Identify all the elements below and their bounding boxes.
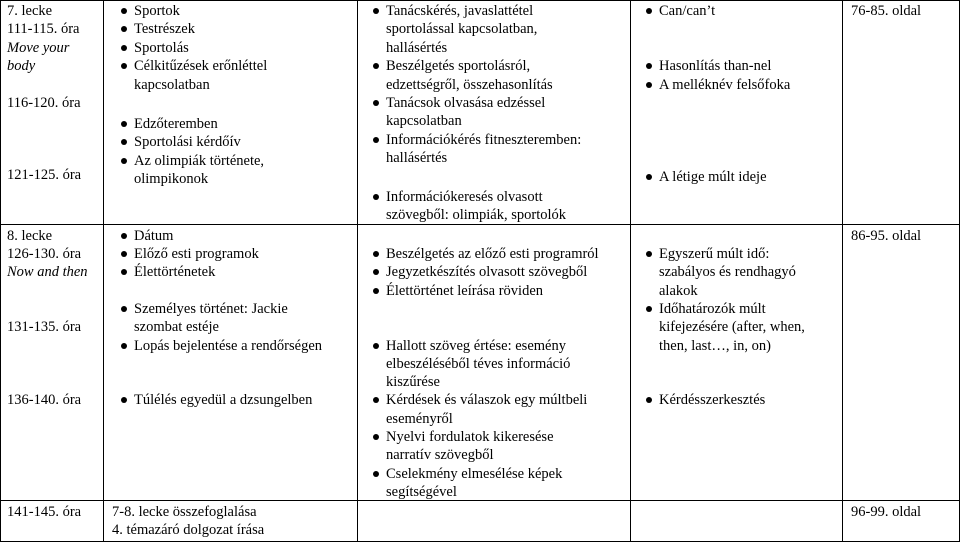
lesson-7-title: 7. lecke	[7, 3, 53, 19]
table-border-top	[0, 0, 960, 1]
skill-item-cont: segítségével	[386, 484, 457, 500]
skill-item: Kérdések és válaszok egy múltbeli	[386, 392, 588, 408]
row-divider	[0, 224, 960, 225]
lesson-7-name: Move your	[7, 40, 70, 56]
topic-item: Edzőteremben	[134, 116, 218, 132]
column-divider	[103, 0, 104, 542]
topic-item: Dátum	[134, 228, 174, 244]
grammar-item: Can/can’t	[659, 3, 716, 19]
skill-item: Cselekmény elmesélése képek	[386, 466, 563, 482]
topic-item: Élettörténetek	[134, 264, 216, 280]
grammar-item: Kérdésszerkesztés	[659, 392, 766, 408]
topic-item-cont: kapcsolatban	[134, 77, 210, 93]
topic-item: Sportolási kérdőív	[134, 134, 241, 150]
page-range: 96-99. oldal	[851, 504, 922, 520]
lesson-7-name-cont: body	[7, 58, 36, 74]
table-border-left	[0, 0, 1, 542]
column-divider	[842, 0, 843, 542]
topic-item: Sportok	[134, 3, 180, 19]
skill-item: Hallott szöveg értése: esemény	[386, 338, 566, 354]
topic-item: Túlélés egyedül a dzsungelben	[134, 392, 313, 408]
skill-item: Nyelvi fordulatok kikeresése	[386, 429, 554, 445]
grammar-item: A létige múlt ideje	[659, 169, 767, 185]
skill-item-cont: szövegből: olimpiák, sportolók	[386, 207, 567, 223]
hours-label: 131-135. óra	[7, 319, 82, 335]
topic-item: Előző esti programok	[134, 246, 259, 262]
hours-label: 141-145. óra	[7, 504, 82, 520]
grammar-item: Időhatározók múlt	[659, 301, 766, 317]
skill-item: Beszélgetés az előző esti programról	[386, 246, 599, 262]
grammar-item-cont: alakok	[659, 283, 698, 299]
hours-label: 136-140. óra	[7, 392, 82, 408]
topic-item-cont: olimpikonok	[134, 171, 209, 187]
skill-item: Élettörténet leírása röviden	[386, 283, 544, 299]
skill-item-cont: sportolással kapcsolatban,	[386, 21, 538, 37]
hours-label: 121-125. óra	[7, 167, 82, 183]
grammar-item-cont: then, last…, in, on)	[659, 338, 771, 354]
topic-item: Testrészek	[134, 21, 195, 37]
skill-item-cont: narratív szövegből	[386, 447, 494, 463]
grammar-item: A melléknév felsőfoka	[659, 77, 791, 93]
skill-item-cont: kapcsolatban	[386, 113, 462, 129]
topic-item: Célkitűzések erőnléttel	[134, 58, 268, 74]
lesson-7-hours: 111-115. óra	[7, 21, 80, 37]
grammar-item: Egyszerű múlt idő:	[659, 246, 770, 262]
skill-item: Beszélgetés sportolásról,	[386, 58, 531, 74]
topic-item: Lopás bejelentése a rendőrségen	[134, 338, 323, 354]
column-divider	[357, 0, 358, 542]
grammar-item-cont: szabályos és rendhagyó	[659, 264, 796, 280]
grammar-item: Hasonlítás than-nel	[659, 58, 772, 74]
skill-item-cont: kiszűrése	[386, 374, 440, 390]
skill-item: Információkérés fitneszteremben:	[386, 132, 582, 148]
skill-item-cont: hallásértés	[386, 150, 448, 166]
skill-item-cont: hallásértés	[386, 40, 448, 56]
column-divider	[630, 0, 631, 542]
topic-test: 4. témazáró dolgozat írása	[112, 522, 265, 538]
lesson-8-title: 8. lecke	[7, 228, 53, 244]
row-divider	[0, 500, 960, 501]
lesson-8-hours: 126-130. óra	[7, 246, 82, 262]
hours-label: 116-120. óra	[7, 95, 81, 111]
skill-item-cont: eseményről	[386, 411, 453, 427]
topic-item: Sportolás	[134, 40, 189, 56]
skill-item: Jegyzetkészítés olvasott szövegből	[386, 264, 588, 280]
lesson-8-name: Now and then	[7, 264, 88, 280]
topic-item: Személyes történet: Jackie	[134, 301, 288, 317]
skill-item: Tanácskérés, javaslattétel	[386, 3, 534, 19]
grammar-item-cont: kifejezésére (after, when,	[659, 319, 805, 335]
topic-summary: 7-8. lecke összefoglalása	[112, 504, 257, 520]
topic-item-cont: szombat estéje	[134, 319, 219, 335]
topic-item: Az olimpiák története,	[134, 153, 265, 169]
page-range: 76-85. oldal	[851, 3, 922, 19]
skill-item-cont: elbeszéléséből téves információ	[386, 356, 571, 372]
skill-item-cont: edzettségről, összehasonlítás	[386, 77, 553, 93]
skill-item: Tanácsok olvasása edzéssel	[386, 95, 546, 111]
page-range: 86-95. oldal	[851, 228, 922, 244]
skill-item: Információkeresés olvasott	[386, 189, 543, 205]
